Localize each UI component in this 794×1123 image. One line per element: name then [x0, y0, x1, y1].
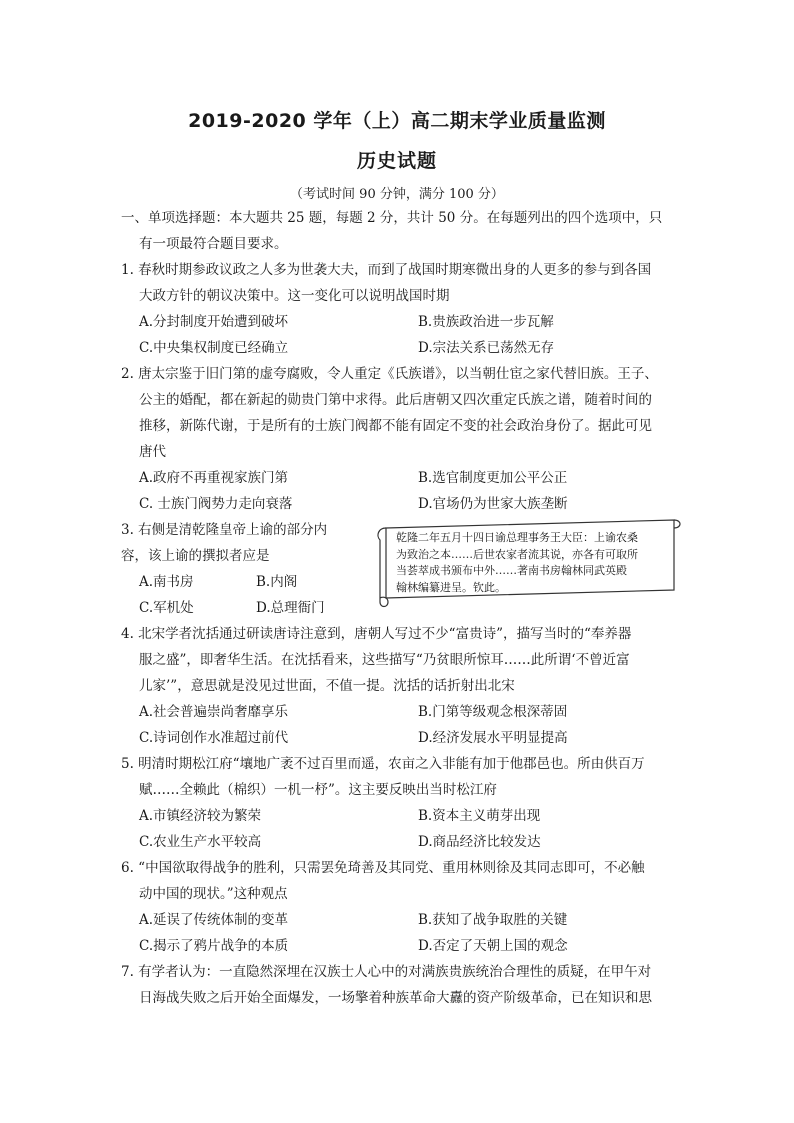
option-a: A.社会普遍崇尚奢靡享乐 — [139, 704, 289, 720]
option-d: D.总理衙门 — [256, 600, 325, 616]
exam-info: （考试时间 90 分钟，满分 100 分） — [290, 187, 504, 202]
option-d: D.否定了天朝上国的观念 — [418, 938, 568, 954]
question-line: 4. 北宋学者沈括通过研读唐诗注意到，唐朝人写过不少“富贵诗”，描写当时的“奉养器 — [121, 626, 632, 642]
option-c: C.军机处 — [139, 600, 194, 616]
edict-line: 为致治之本……后世农家者流其说，亦各有可取所 — [396, 547, 638, 561]
subject-title: 历史试题 — [356, 150, 437, 172]
question-line: 5. 明清时期松江府“壤地广袤不过百里而遥，农亩之入非能有加于他郡邑也。所由供百万 — [121, 756, 645, 772]
question-line: 儿家’”，意思就是没见过世面，不值一提。沈括的话折射出北宋 — [139, 678, 515, 694]
option-c: C.农业生产水平较高 — [139, 834, 262, 850]
edict-line: 当荟萃成书颁布中外……著南书房翰林同武英殿 — [396, 564, 627, 577]
option-b: B.选官制度更加公平公正 — [418, 470, 568, 486]
section-heading-line-1: 一、单项选择题：本大题共 25 题，每题 2 分，共计 50 分。在每题列出的四个选项中，只 — [121, 210, 663, 226]
option-c: C.揭示了鸦片战争的本质 — [139, 938, 289, 954]
question-line: 唐代 — [139, 444, 166, 460]
option-b: B.内阁 — [256, 574, 298, 590]
question-line: 2. 唐太宗鉴于旧门第的虚夸腐败，令人重定《氏族谱》，以当朝仕宦之家代替旧族。王子、 — [121, 366, 658, 382]
question-line: 推移，新陈代谢，于是所有的士族门阀都不能有固定不变的社会政治身份了。据此可见 — [139, 418, 652, 434]
option-d: D.宗法关系已荡然无存 — [418, 340, 555, 356]
option-d: D.商品经济比较发达 — [418, 834, 541, 850]
option-b: B.贵族政治进一步瓦解 — [418, 314, 554, 330]
exam-title: 2019-2020 学年（上）高二期末学业质量监测 — [188, 110, 606, 132]
question-line: 7. 有学者认为：一直隐然深埋在汉族士人心中的对满族贵族统治合理性的质疑，在甲午对 — [121, 964, 652, 980]
option-c: C.中央集权制度已经确立 — [139, 340, 289, 356]
question-line: 公主的婚配，都在新起的勋贵门第中求得。此后唐朝又四次重定氏族之谱，随着时间的 — [139, 392, 652, 408]
option-a: A.延误了传统体制的变革 — [139, 912, 289, 928]
edict-line: 翰林编纂进呈。钦此。 — [396, 580, 506, 594]
option-b: B.获知了战争取胜的关键 — [418, 912, 568, 928]
option-c: C.诗词创作水准超过前代 — [139, 730, 289, 746]
option-a: A.政府不再重视家族门第 — [139, 470, 289, 486]
option-b: B.门第等级观念根深蒂固 — [418, 704, 568, 720]
option-d: D.官场仍为世家大族垄断 — [418, 496, 568, 512]
edict-line: 乾隆二年五月十四日谕总理事务王大臣：上谕农桑 — [396, 531, 638, 544]
question-line: 动中国的现状。”这种观点 — [139, 886, 288, 902]
question-line: 1. 春秋时期参政议政之人多为世袭大夫，而到了战国时期寒微出身的人更多的参与到各国 — [121, 262, 652, 278]
edict-text — [396, 530, 666, 596]
option-a: A.分封制度开始遭到破坏 — [139, 314, 289, 330]
section-heading-line-2: 有一项最符合题目要求。 — [139, 236, 288, 252]
question-line: 容，该上谕的撰拟者应是 — [121, 548, 270, 564]
question-line: 日海战失败之后开始全面爆发，一场擎着种族革命大纛的资产阶级革命，已在知识和思 — [139, 990, 652, 1006]
question-line: 服之盛”，即奢华生活。在沈括看来，这些描写“乃贫眼所惊耳……此所谓‘不曾近富 — [139, 652, 630, 668]
option-d: D.经济发展水平明显提高 — [418, 730, 568, 746]
question-line: 赋……全赖此（棉织）一机一杼”。这主要反映出当时松江府 — [139, 782, 497, 798]
option-a: A.市镇经济较为繁荣 — [139, 808, 262, 824]
question-line: 大政方针的朝议决策中。这一变化可以说明战国时期 — [139, 288, 450, 304]
question-line: 6. “中国欲取得战争的胜利，只需罢免琦善及其同党、重用林则徐及其同志即可，不必触 — [121, 860, 645, 876]
option-b: B.资本主义萌芽出现 — [418, 808, 541, 824]
option-a: A.南书房 — [139, 574, 194, 590]
question-line: 3. 右侧是清乾隆皇帝上谕的部分内 — [121, 522, 328, 538]
option-c: C. 士族门阀势力走向衰落 — [139, 496, 293, 512]
